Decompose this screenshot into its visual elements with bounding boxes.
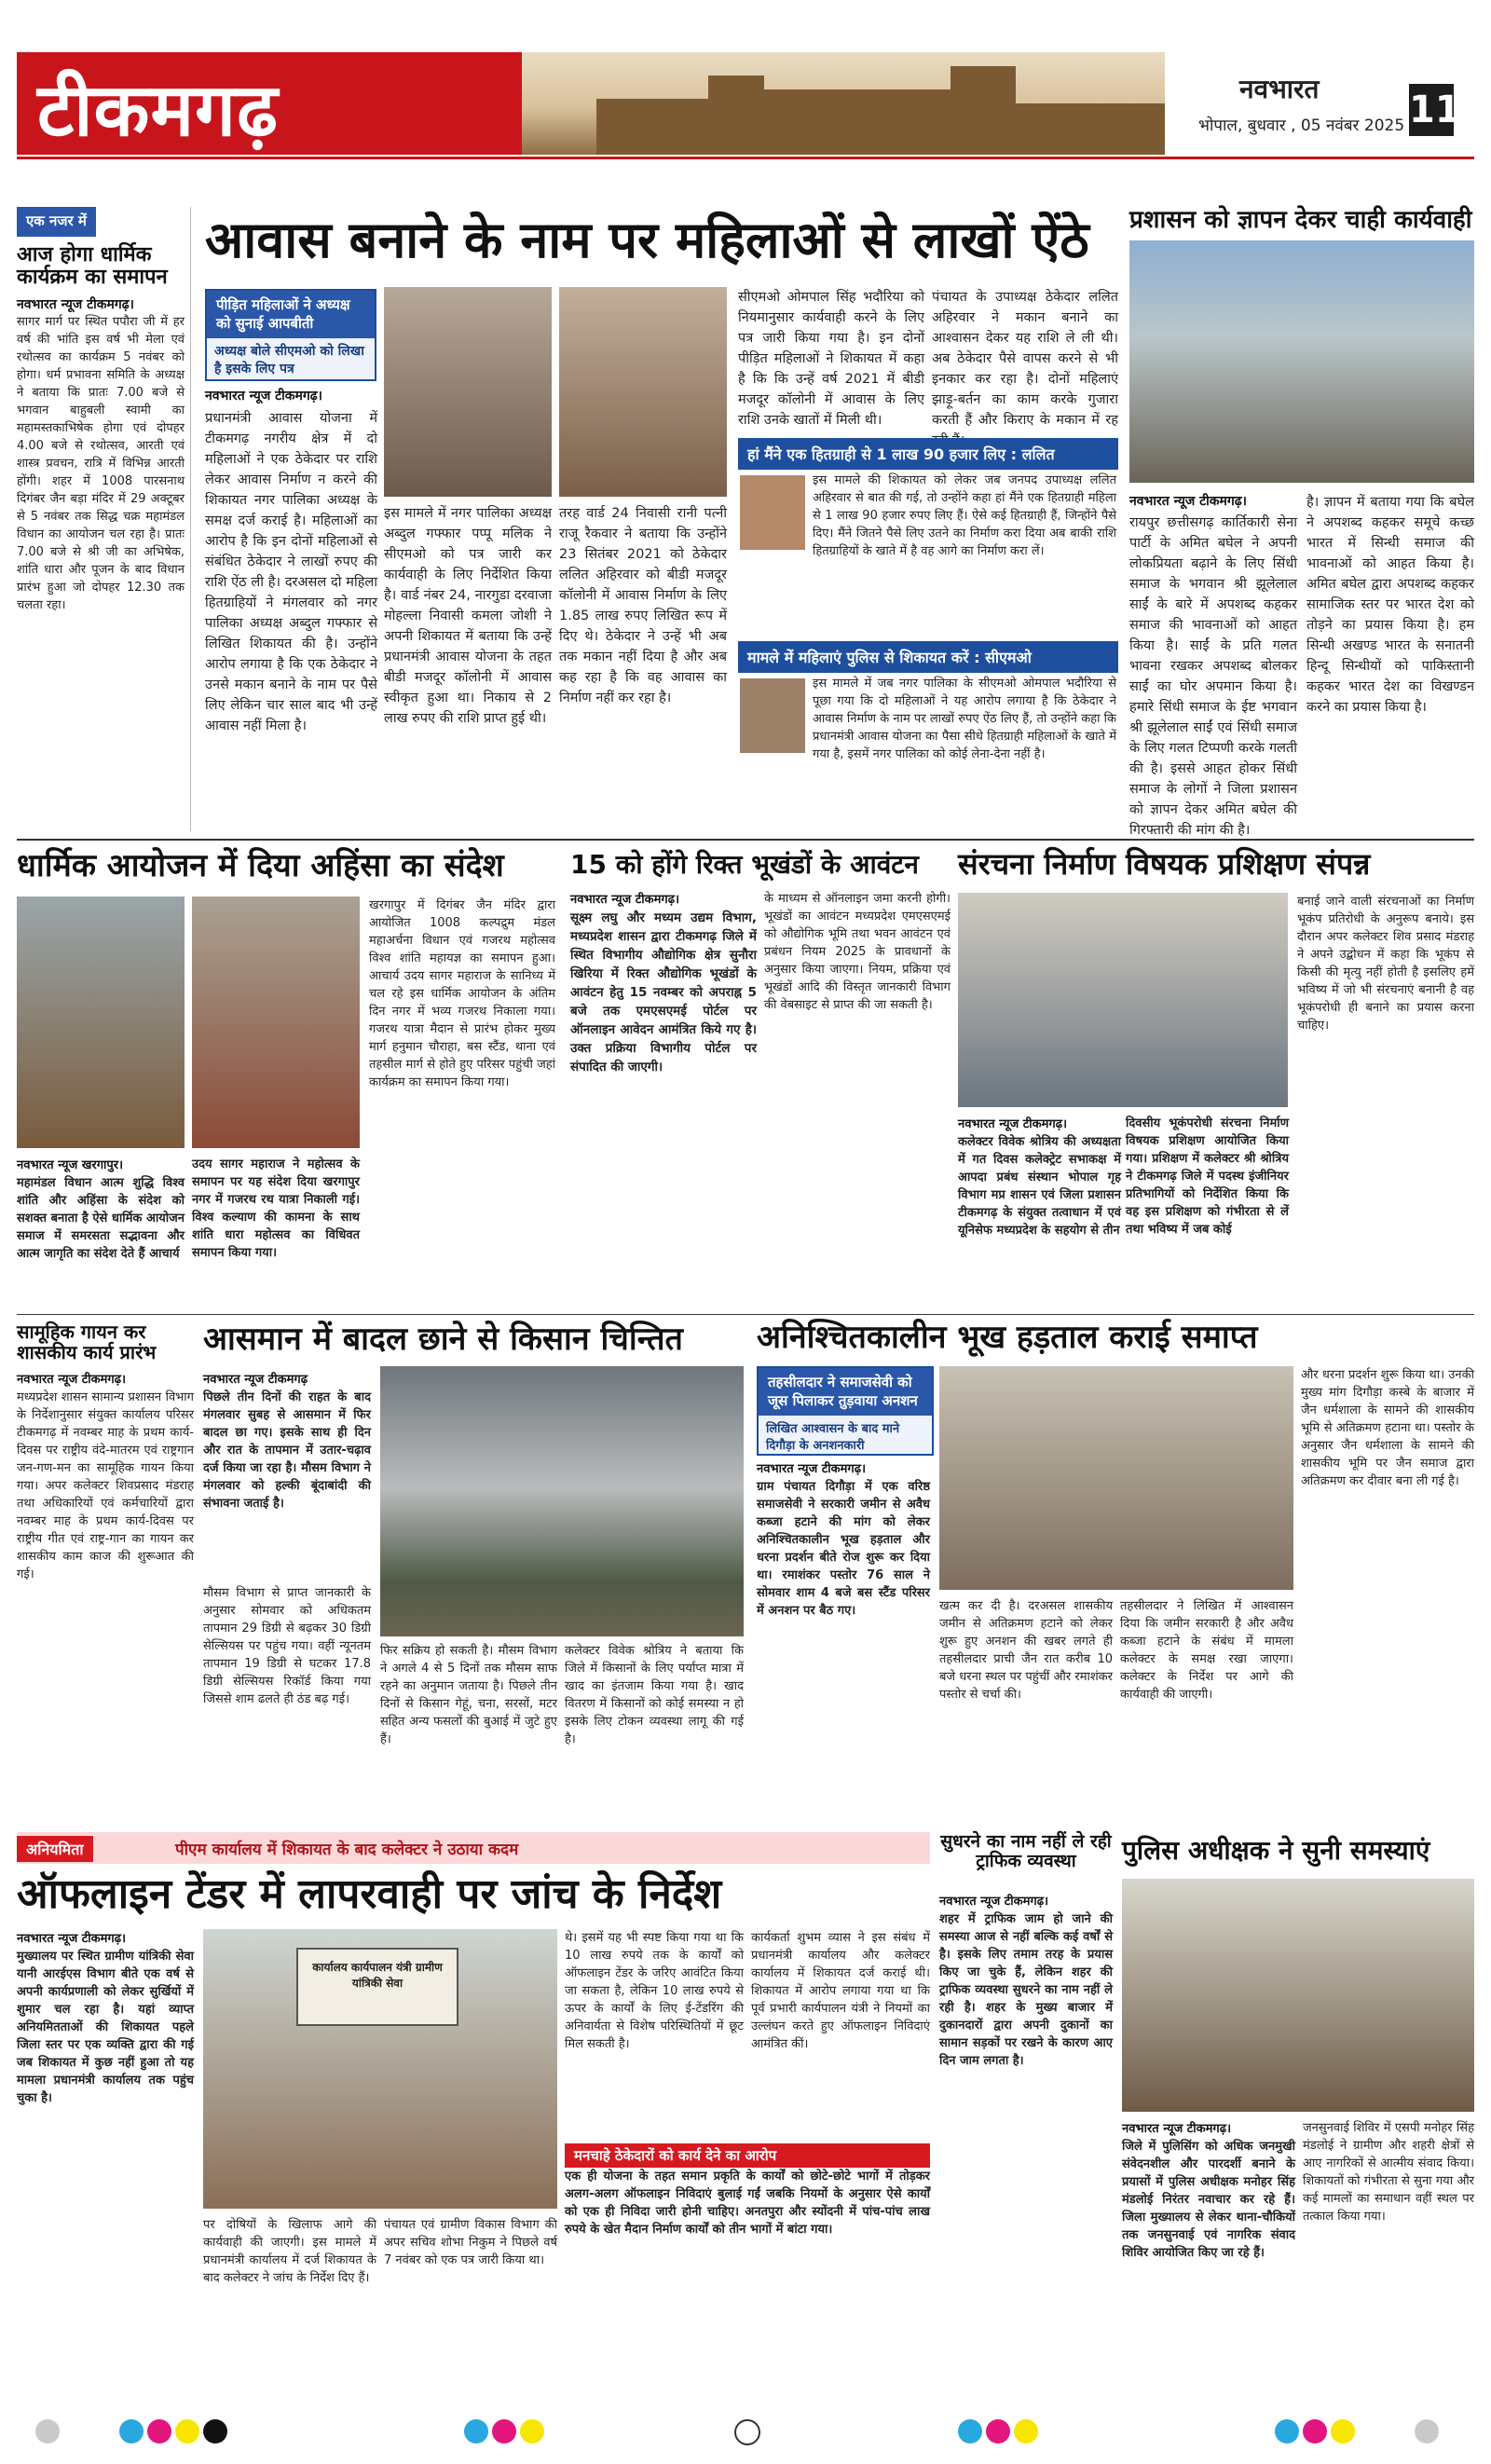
police-headline: पुलिस अधीक्षक ने सुनी समस्याएं [1122,1835,1430,1866]
lead-sidebox [205,289,376,381]
singing-byline: नवभारत न्यूज टीकमगढ़। [17,1373,126,1387]
irregularity-kicker: पीएम कार्यालय में शिकायत के बाद कलेक्टर ने उठाया कदम [175,1841,519,1859]
registration-dot [1331,2419,1355,2443]
registration-dot [1303,2419,1327,2443]
weather-text: मौसम विभाग से प्राप्त जानकारी के अनुसार सोमवार को अधिकतम तापमान 29 डिग्री से बढ़कर 30 डिग्री सेल्सियस पर पहुंच गया। वहीं न्यूनतम तापमान 19 डिग्री से घटकर 17.8 डिग्री सेल्सियस रिकॉर्ड किया गया जिससे शाम ढलते ही ठंड बढ़ गई। [203,1586,371,1706]
registration-dot [35,2419,60,2443]
registration-dot [958,2419,982,2443]
sidebar-text: सागर मार्ग पर स्थित पपौरा जी में हर वर्ष की भांति इस वर्ष भी मेला एवं रथोत्सव का कार्यक्रम 5 नवंबर को होगा। धर्म प्रभावना समिति के अध्यक्ष ने बताया कि प्रातः 7.00 बजे से भगवान बाहुबली स्वामी का महामस्तकाभिषेक होगा एवं दोपहर 4.00 बजे से रथोत्सव, आरती एवं शास्त्र प्रवचन, रात्रि में विभिन्न आरती होंगी। शहर में 1008 पारसनाथ दिगंबर जैन बड़ा मंदिर में 29 अक्टूबर से 5 नवंबर तक सिद्ध चक्र महामंडल विधान का आयोजन चल रहा है। प्रातः 7.00 बजे से श्री जी का अभिषेक, शांति धारा और पूजन के बाद विधान प्रारंभ हुआ जो दोपहर 12.30 तक चलता रहा। [17,314,185,612]
quote1-text: इस मामले की शिकायत को लेकर जब जनपद उपाध्यक्ष ललित अहिरवार से बात की गई, तो उन्होंने कहा हां मैंने एक हितग्राही महिला से 1 लाख 90 हजार रुपए लिए हैं। ऐसे कई हितग्राही हैं, जिन्होंने पैसे दिए। मैंने जितने पैसे लिए उतने का निर्माण करा दिया अब बाकी राशि हितग्राहियों के खाते में है वह आगे का निर्माण करा लें। [813,473,1116,558]
police-byline: नवभारत न्यूज टीकमगढ़। [1122,2122,1231,2136]
registration-dot [520,2419,544,2443]
land-text2: के माध्यम से ऑनलाइन जमा करनी होगी। भूखंडों का आवंटन मध्यप्रदेश एमएसएमई को औद्योगिक भूमि तथा भवन आवंटन एवं प्रबंधन नियम 2025 के प्रावधानों के अनुसार किया जाएगा। नियम, प्रक्रिया एवं भूखंडों आदि की विस्तृत जानकारी विभाग की वेबसाइट से प्राप्त की जा सकती है। [764,892,951,1012]
traffic-headline: सुधरने का नाम नहीं ले रही ट्राफिक व्यवस्था [940,1831,1112,1872]
weather-lede: पिछले तीन दिनों की राहत के बाद मंगलवार सुबह से आसमान में फिर बादल छा गए। इसके साथ ही दिन और रात के तापमान में उतार-चढ़ाव दर्ज किया जा रहा है। मौसम विभाग ने मंगलवार को हल्की बूंदाबांदी की संभावना जताई है। [203,1390,371,1511]
page-number: 11 [1409,84,1454,136]
hunger-sidebox [757,1366,934,1456]
irregularity-text4: थे। इसमें यह भी स्पष्ट किया गया था कि 10 लाख रुपये तक के कार्यों को ऑफलाइन टेंडर के जरिए आवंटित किया जा सकता है, लेकिन 10 लाख रुपये से ऊपर के कार्यों के लिए ई-टेंडरिंग की अनिवार्यता से विशेष परिस्थितियों में छूट मिल सकती है। [565,1931,744,2051]
divider [190,207,191,831]
section-rule [17,839,1474,841]
registration-dot [986,2419,1010,2443]
training-caption2: दिवसीय भूकंपरोधी संरचना निर्माण विषयक प्रशिक्षण आयोजित किया गया। प्रशिक्षण में कलेक्टर श्री श्रोत्रिय ने टीकमगढ़ जिले में पदस्थ इंजीनियर प्रतिभागियों को निर्देशित किया कि वह इस प्रशिक्षण को गंभीरता से लें तथा भविष्य में जब कोई [1126,1116,1289,1237]
quote1-portrait [740,475,805,550]
irregularity-text3: पंचायत एवं ग्रामीण विकास विभाग की अपर सचिव शोभा निकुम ने पिछले वर्ष 7 नवंबर को एक पत्र जारी किया था। [384,2218,557,2267]
quote1-title: हां मैंने एक हितग्राही से 1 लाख 90 हजार लिए : ललित [738,438,1118,470]
irregularity-byline: नवभारत न्यूज टीकमगढ़। [17,1932,126,1946]
registration-dot [492,2419,516,2443]
hunger-photo [939,1366,1293,1590]
police-caption: जिले में पुलिसिंग को अधिक जनमुखी संवेदनशील और पारदर्शी बनाने के प्रयासों में पुलिस अधीक्षक मनोहर सिंह मंडलोई निरंतर नवाचार कर रहे हैं। जिला मुख्यालय से लेकर थाना-चौकियों तक जनसुनवाई एवं नागरिक संवाद शिविर आयोजित किए जा रहे हैं। [1122,2140,1295,2260]
hunger-byline: नवभारत न्यूज टीकमगढ़। [757,1462,866,1476]
quote-box-2 [738,641,1118,828]
religious-text: खरगापुर में दिगंबर जैन मंदिर द्वारा आयोजित 1008 कल्पद्रुम मंडल महाअर्चना विधान एवं गजरथ महोत्सव विश्व शांति महायज्ञ का समापन हुआ। आचार्य उदय सागर महाराज के सानिध्य में चल रहे इस धार्मिक आयोजन के अंतिम दिन नगर में भव्य गजरथ निकाला गया। गजरथ यात्रा मैदान से प्रारंभ होकर मुख्य मार्ग हनुमान चौराहा, बस स्टैंड, थाना एवं तहसील मार्ग से होते हुए परिसर पहुंची जहां कार्यक्रम का समापन किया गया। [369,898,555,1089]
hunger-text: ग्राम पंचायत दिगौड़ा में एक वरिष्ठ समाजसेवी ने सरकारी जमीन से अवैध कब्जा हटाने की मांग को लेकर अनिश्चितकालीन भूख हड़ताल और धरना प्रदर्शन बीते रोज शुरू कर दिया था। रमाशंकर पस्तोर 76 साल ने सोमवार शाम 4 बजे बस स्टैंड परिसर में अनशन पर बैठ गए। [757,1480,930,1618]
lead-col2: इस मामले में नगर पालिका अध्यक्ष अब्दुल गफ्फार पप्पू मलिक ने सीएमओ को पत्र जारी कर कार्यवाही के लिए निर्देशित किया है। वार्ड नंबर 24, नारगुडा दरवाजा मोहल्ला निवासी कमला जोशी ने अपनी शिकायत में बताया कि उन्हें प्रधानमंत्री आवास योजना के तहत बीडी मजदूर कॉलोनी में आवास स्वीकृत हुआ था। निकाय से 2 लाख रुपए की राशि प्राप्त हुई थी। [384,506,552,726]
training-photo [958,893,1288,1107]
print-registration-bar [17,2414,1474,2451]
lead-photo-1 [384,287,552,497]
protest-headline: प्रशासन को ज्ञापन देकर चाही कार्यवाही [1129,206,1472,234]
registration-dot [147,2419,171,2443]
hunger-side-tag: तहसीलदार ने समाजसेवी को जूस पिलाकर तुड़वाया अनशन [759,1368,932,1416]
protest-photo [1129,240,1474,483]
masthead-rule [17,157,1474,159]
lead-side-sub: अध्यक्ष बोले सीएमओ को लिखा है इसके लिए पत्र [214,344,364,376]
quote2-title: मामले में महिलाएं पुलिस से शिकायत करें : सीएमओ [738,641,1118,673]
registration-dot [119,2419,144,2443]
sidebar-news [17,207,185,835]
lead-photo-2 [559,287,727,497]
irregularity-tag: अनियमिता [17,1836,93,1862]
quote2-text: इस मामले में जब नगर पालिका के सीएमओ ओमपाल भदौरिया से पूछा गया कि दो महिलाओं ने यह आरोप लगाया है कि ठेकेदार ने आवास निर्माण के नाम पर लाखों रुपए ऐंठ लिए हैं, तो उन्होंने कहा कि प्रधानमंत्री आवास योजना का पैसा सीधे हितग्राही महिलाओं के खाते में गया है, इसमें नगर पालिका को कोई लेना-देना नहीं है। [813,677,1116,761]
lead-byline: नवभारत न्यूज टीकमगढ़। [205,389,322,404]
police-text: जनसुनवाई शिविर में एसपी मनोहर सिंह मंडलोई ने ग्रामीण और शहरी क्षेत्रों से आए नागरिकों से आत्मीय संवाद किया। शिकायतों को गंभीरता से सुना गया और कई मामलों का समाधान वहीं स्थल पर तत्काल किया गया। [1303,2121,1474,2224]
registration-dot [1415,2419,1439,2443]
singing-text: मध्यप्रदेश शासन सामान्य प्रशासन विभाग के निर्देशानुसार संयुक्त कार्यालय परिसर टीकमगढ़ में नवम्बर माह के प्रथम कार्य-दिवस पर राष्ट्रीय वंदे-मातरम एवं राष्ट्रगान जन-गण-मन का सामूहिक गायन किया गया। अपर कलेक्टर शिवप्रसाद मंडराह तथा अधिकारियों एवं कर्मचारियों द्वारा नवम्बर माह के प्रथम कार्य-दिवस पर राष्ट्रीय गीत एवं राष्ट्र-गान का गायन कर शासकीय काम काज की शुरूआत की गई। [17,1390,194,1581]
sidebar-byline: नवभारत न्यूज टीकमगढ़। [17,296,134,312]
hunger-text3: तहसीलदार ने लिखित में आश्वासन दिया कि जमीन सरकारी है और अवैध कब्जा हटाने के संबंध में मामला कलेक्टर के समक्ष रखा जाएगा। कलेक्टर के निर्देश पर आगे की कार्यवाही की जाएगी। [1120,1599,1293,1702]
land-headline: 15 को होंगे रिक्त भूखंडों के आवंटन [570,849,919,880]
land-byline: नवभारत न्यूज टीकमगढ़। [570,893,679,907]
hunger-text2: खत्म कर दी है। दरअसल शासकीय जमीन से अतिक्रमण हटाने को लेकर शुरू हुए अनशन की खबर लगते ही तहसीलदार प्राची जैन रात करीब 10 बजे धरना स्थल पर पहुंचीं और रमाशंकर पस्तोर से चर्चा की। [939,1599,1113,1702]
sidebar-headline: आज होगा धार्मिक कार्यक्रम का समापन [17,242,168,290]
traffic-byline: नवभारत न्यूज टीकमगढ़। [939,1895,1048,1909]
hunger-headline: अनिश्चितकालीन भूख हड़ताल कराई समाप्त [757,1319,1258,1356]
singing-headline: सामूहिक गायन कर शासकीय कार्य प्रारंभ [17,1321,157,1364]
lead-col4: सीएमओ ओमपाल सिंह भदौरिया को नियमानुसार कार्यवाही करने के लिए पत्र जारी किया गया है। इन दोनों पीड़ित महिलाओं ने शिकायत में कहा है कि कि उन्हें वर्ष 2021 में बीडी मजदूर कॉलोनी में आवास के लिए राशि उनके खातों में मिली थी। [738,290,924,428]
hunger-side-sub: लिखित आश्वासन के बाद माने दिगौड़ा के अनशनकारी [766,1422,900,1453]
protest-text: रायपुर छत्तीसगढ़ कार्तिकारी सेना पार्टी के अमित बघेल ने अपनी लोकप्रियता बढ़ाने के लिए सिंधी समाज के भगवान श्री झूलेलाल साईं के बारे में अपशब्द कहकर समाज की भावनाओं को आहत किया है। साईं के प्रति गलत भावना रखकर अपशब्द बोलकर साईं का घोर अपमान किया है। हमारे सिंधी समाज के ईष्ट भगवान श्री झूलेलाल साईं एवं सिंधी समाज के लिए गलत टिप्पणी करके गलती की है। इससे आहत होकर सिंधी समाज के लोगों ने जिला प्रशासन को ज्ञापन देकर अमित बघेल की गिरफ्तारी की मांग की है। [1129,515,1297,838]
quote2-portrait [740,678,805,753]
weather-headline: आसमान में बादल छाने से किसान चिन्तित [203,1321,683,1358]
irregularity-kicker-band [17,1832,930,1864]
lead-headline: आवास बनाने के नाम पर महिलाओं से लाखों ऐंठे [205,211,1089,269]
irregularity-box [565,2143,930,2395]
dateline: भोपाल, बुधवार , 05 नवंबर 2025 [1198,116,1405,135]
irregularity-box-title: मनचाहे ठेकेदारों को कार्य देने का आरोप [565,2143,930,2168]
training-headline: संरचना निर्माण विषयक प्रशिक्षण संपन्न [958,846,1371,882]
lead-side-tag: पीड़ित महिलाओं ने अध्यक्ष को सुनाई आपबीती [207,291,375,338]
weather-text2: फिर सक्रिय हो सकती है। मौसम विभाग ने अगले 4 से 5 दिनों तक मौसम साफ रहने का अनुमान जताया है। पिछले तीन दिनों से किसान गेहूं, चना, सरसों, मटर सहित अन्य फसलों की बुआई में जुटे हुए हैं। [380,1644,557,1746]
religious-byline: नवभारत न्यूज खरगापुर। [17,1158,124,1172]
lead-col3: तरह वार्ड 24 निवासी रानी पत्नी राजू रैकवार ने बताया कि उन्होंने 23 सितंबर 2021 को ठेकेदार ललित अहिरवार को बीडी मजदूर कॉलोनी में आवास निर्माण के लिए 1.85 लाख रुपए लिखित रूप में दिए थे। ठेकेदार ने उन्हें भी अब तक मकान नहीं दिया है और अब कह रहा है कि वह आवास का निर्माण नहीं कर रहा है। [559,506,727,705]
registration-dot [1014,2419,1038,2443]
police-photo [1122,1879,1474,2112]
quote-box-1 [738,438,1118,624]
registration-target [734,2419,760,2445]
sidebar-tag: एक नजर में [17,207,96,237]
training-caption: कलेक्टर विवेक श्रोत्रिय की अध्यक्षता में गत दिवस कलेक्ट्रेट सभाकक्ष में आपदा प्रबंध संस्थान भोपाल गृह विभाग मप्र शासन एवं जिला प्रशासन टीकमगढ़ के संयुक्त तत्वाधान में एवं यूनिसेफ मध्यप्रदेश के सहयोग से तीन [958,1135,1121,1238]
registration-dot [175,2419,199,2443]
weather-text3: कलेक्टर विवेक श्रोत्रिय ने बताया कि जिले में किसानों के लिए पर्याप्त मात्रा में खाद का इंतजाम किया गया है। खाद वितरण में किसानों को कोई समस्या न हो इसके लिए टोकन व्यवस्था लागू की गई है। [565,1644,744,1746]
protest-text2: है। ज्ञापन में बताया गया कि बघेल ने अपशब्द कहकर समूचे कच्छ भारत में सिन्धी समाज की भावनाओं को आहत किया है। अमित बघेल द्वारा अपशब्द कहकर सामाजिक स्तर पर भारत देश को तोड़ने का प्रयास किया है। हम सिन्धी अखण्ड भारत के सनातनी हिन्दू सिन्धीयों को पाकिस्तानी कहकर भारत देश का विखण्डन करने का प्रयास किया है। [1306,495,1474,715]
brand-name: नवभारत [1239,74,1320,104]
traffic-text: शहर में ट्राफिक जाम हो जाने की समस्या आज से नहीं बल्कि कई वर्षों से है। इसके लिए तमाम तरह के प्रयास किए जा चुके हैं, लेकिन शहर की ट्राफिक व्यवस्था सुधरने का नाम नहीं ले रही है। शहर के मुख्य बाजार में दुकानदारों द्वारा अपनी दुकानों का सामान सड़कों पर रखने के कारण आए दिन जाम लगता है। [939,1912,1113,2068]
religious-headline: धार्मिक आयोजन में दिया अहिंसा का संदेश [17,847,504,884]
lead-col1: प्रधानमंत्री आवास योजना में टीकमगढ़ नगरीय क्षेत्र में दो महिलाओं ने एक ठेकेदार पर राशि लेकर आवास निर्माण न करने की शिकायत नगर पालिका अध्यक्ष के समक्ष दर्ज कराई है। महिलाओं का आरोप है कि इन दोनों महिलाओं से संबंधित ठेकेदार ने लाखों रुपए की राशि ऐंठ ली है। दरअसल दो महिला हितग्राहियों ने मंगलवार को नगर पालिका अध्यक्ष अब्दुल गफ्फार से लिखित शिकायत की है। उन्होंने आरोप लगाया है कि एक ठेकेदार ने उनसे मकान बनाने के नाम पर पैसे लिए लेकिन चार साल बाद भी उन्हें आवास नहीं मिला है। [205,411,377,733]
registration-dot [1275,2419,1299,2443]
irregularity-photo [203,1929,557,2209]
office-sign: कार्यालय कार्यपालन यंत्री ग्रामीण यांत्रिकी सेवा [296,1948,458,2026]
religious-photo-1 [17,897,185,1148]
section-rule [17,1314,1474,1315]
registration-dot [464,2419,488,2443]
training-text: बनाई जाने वाली संरचनाओं का निर्माण भूकंप प्रतिरोधी के अनुरूप बनाये। इस दौरान अपर कलेक्टर शिव प्रसाद मंडराह ने अपने उद्बोधन में कहा कि भूकंप से किसी की मृत्यु नहीं होती है इसलिए हमें भविष्य में जो भी संरचनाएं बनानी है वह भूकंपरोधी ही बनाने का प्रयास करना चाहिए। [1297,895,1474,1033]
religious-caption: महामंडल विधान आत्म शुद्धि विश्व शांति और अहिंसा के संदेश को सशक्त बनाता है ऐसे धार्मिक आयोजन समाज में समरसता सद्भावना और आत्म जागृति का संदेश देते हैं आचार्य [17,1176,185,1261]
land-text: सूक्ष्म लघु और मध्यम उद्यम विभाग, मध्यप्रदेश शासन द्वारा टीकमगढ़ जिले में स्थित विभागीय औद्योगिक क्षेत्र सुनौरा खिरिया में रिक्त औद्योगिक भूखंडों के आवंटन हेतु 15 नवम्बर को अपराह्न 5 बजे तक एमएसएमई पोर्टल पर ऑनलाइन आवेदन आमंत्रित किये गए है। उक्त प्रक्रिया विभागीय पोर्टल पर संपादित की जाएगी। [570,910,757,1075]
weather-byline: नवभारत न्यूज टीकमगढ़ [203,1373,308,1387]
lead-col5: पंचायत के उपाध्यक्ष ठेकेदार ललित अहिरवार ने मकान बनाने का आश्वासन देकर यह राशि ले ली थी। अब ठेकेदार पैसे वापस करने से भी इनकार कर रहा है। दोनों महिलाएं झाड़ू-बर्तन का काम करके गुजारा करती हैं और किराए के मकान में रह [932,290,1118,428]
irregularity-text: मुख्यालय पर स्थित ग्रामीण यांत्रिकी सेवा यानी आरईएस विभाग बीते एक वर्ष से अपनी कार्यप्रणाली को लेकर सुर्खियों में शुमार चल रहा है। यहां व्याप्त अनियमितताओं की शिकायत पहले जिला स्तर पर एक व्यक्ति द्वारा की गई जब शिकायत में कुछ नहीं हुआ तो यह मामला प्रधानमंत्री कार्यालय तक पहुंच चुका है। [17,1950,194,2105]
protest-byline: नवभारत न्यूज टीकमगढ़। [1129,494,1247,509]
masthead-city: टीकमगढ़ [37,69,279,153]
irregularity-headline: ऑफलाइन टेंडर में लापरवाही पर जांच के निर्देश [17,1870,722,1918]
hunger-text4: और धरना प्रदर्शन शुरू किया था। उनकी मुख्य मांग दिगौड़ा कस्बे के बाजार में जैन धर्मशाला के सामने की शासकीय भूमि से अतिक्रमण हटाना था। पस्तोर के अनुसार जैन धर्मशाला के सामने की शासकीय भूमि पर जैन समाज द्वारा अतिक्रमण कर दीवार बना ली गई है। [1301,1368,1474,1488]
weather-photo [380,1366,744,1636]
masthead-fort-illustration [522,52,1165,155]
religious-caption2: उदय सागर महाराज ने महोत्सव के समापन पर यह संदेश दिया खरगापुर नगर में गजरथ रथ यात्रा निकाली गई। विश्व कल्याण की कामना के साथ शांति धारा महोत्सव का विधिवत समापन किया गया। [192,1157,360,1260]
irregularity-text5: कार्यकर्ता शुभम व्यास ने इस संबंध में प्रधानमंत्री कार्यालय और कलेक्टर कार्यालय में शिकायत दर्ज कराई थी। शिकायत में आरोप लगाया गया था कि पूर्व प्रभारी कार्यपालन यंत्री ने नियमों का उल्लंघन करते हुए ऑफलाइन निविदाएं आमंत्रित कीं। [751,1931,930,2051]
irregularity-box-text: एक ही योजना के तहत समान प्रकृति के कार्यों को छोटे-छोटे भागों में तोड़कर अलग-अलग ऑफलाइन निविदाएं बुलाई गईं जबकि नियमों के अनुसार ऐसे कार्यों को एक ही निविदा जारी होनी चाहिए। अनतपुरा और स्योंदनी में पांच-पांच लाख रुपये के खेत मैदान निर्माण कार्यों को तीन भागों में बांटा गया। [565,2170,930,2237]
training-byline: नवभारत न्यूज टीकमगढ़। [958,1117,1067,1131]
irregularity-text2: पर दोषियों के खिलाफ आगे की कार्यवाही की जाएगी। इस मामले में प्रधानमंत्री कार्यालय में दर्ज शिकायत के बाद कलेक्टर ने जांच के निर्देश दिए हैं। [203,2218,376,2285]
religious-photo-2 [192,897,360,1148]
registration-dot [203,2419,227,2443]
